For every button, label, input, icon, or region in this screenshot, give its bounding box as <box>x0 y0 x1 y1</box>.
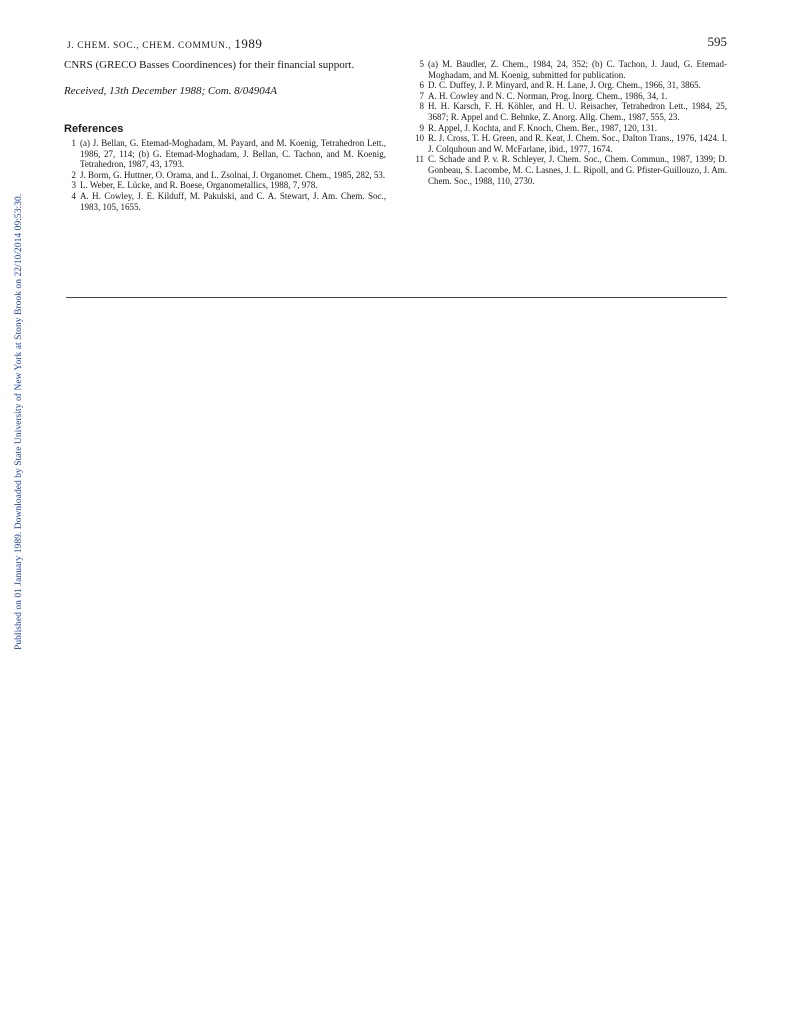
reference-number: 10 <box>415 133 424 144</box>
references-heading: References <box>64 123 124 135</box>
reference-text: D. C. Duffey, J. P. Minyard, and R. H. Lane, J. Org. Chem., 1966, 31, 3865. <box>428 80 701 91</box>
reference-text: A. H. Cowley and N. C. Norman, Prog. Inorg. Chem., 1986, 34, 1. <box>428 90 668 101</box>
reference-text: R. J. Cross, T. H. Green, and R. Keat, J. Chem. Soc., Dalton Trans., 1976, 1424. I. J. Colquhoun and W. McFarlane, ibid., 1977, 1674. <box>428 133 727 154</box>
reference-item <box>410 101 727 122</box>
reference-text: L. Weber, E. Lücke, and R. Boese, Organometallics, 1988, 7, 978. <box>80 180 318 191</box>
reference-item <box>64 180 386 191</box>
reference-item <box>410 133 727 154</box>
reference-text: J. Borm, G. Huttner, O. Orama, and L. Zsolnai, J. Organomet. Chem., 1985, 282, 53. <box>80 169 386 180</box>
download-watermark <box>0 150 22 650</box>
reference-item <box>410 154 727 186</box>
running-header <box>67 34 727 52</box>
reference-text: (a) M. Baudler, Z. Chem., 1984, 24, 352; (b) C. Tachon, J. Jaud, G. Etemad-Moghadam, and M. Koenig, submitted for publication. <box>428 59 727 80</box>
reference-text: (a) J. Bellan, G. Etemad-Moghadam, M. Payard, and M. Koenig, Tetrahedron Lett., 1986, 27, 114; (b) G. Etemad-Moghadam, J. Bellan, C. Tachon, and M. Koenig, Tetrahedron, 1987, 43, 1793. <box>80 138 386 170</box>
acknowledgement: CNRS (GRECO Basses Coordinences) for their financial support. <box>64 59 355 71</box>
reference-number: 2 <box>71 169 76 180</box>
reference-item <box>410 59 727 80</box>
reference-number: 5 <box>419 59 424 69</box>
reference-number: 3 <box>71 180 76 191</box>
reference-text: C. Schade and P. v. R. Schleyer, J. Chem. Soc., Chem. Commun., 1987, 1399; D. Gonbeau, S. Lacombe, M. C. Lasnes, J. L. Ripoll, and G. Pfister-Guillouzo, J. Am. Chem. Soc., 1988, 110, 2730. <box>428 154 727 186</box>
reference-number: 8 <box>419 101 424 112</box>
reference-text: H. H. Karsch, F. H. Köhler, and H. U. Reisacher, Tetrahedron Lett., 1984, 25, 3687; R. Appel and C. Behnke, Z. Anorg. Allg. Chem., 1987, 555, 23. <box>428 101 727 122</box>
reference-number: 1 <box>71 138 76 148</box>
reference-number: 4 <box>71 190 76 201</box>
footer-rule <box>66 297 727 298</box>
reference-number: 6 <box>419 80 424 91</box>
reference-number: 9 <box>419 122 424 133</box>
page-number: 595 <box>707 34 727 49</box>
right-column <box>410 59 727 186</box>
download-watermark-text: Published on 01 January 1989. Downloaded by State University of New York at Stony Brook on 22/10/2014 09:53:30. <box>14 193 24 650</box>
left-column <box>64 59 386 212</box>
reference-text: A. H. Cowley, J. E. Kilduff, M. Pakulski, and C. A. Stewart, J. Am. Chem. Soc., 1983, 105, 1655. <box>80 190 386 212</box>
reference-item <box>410 123 727 134</box>
reference-item <box>64 138 386 170</box>
reference-item <box>410 91 727 102</box>
reference-item <box>64 191 386 212</box>
journal-name <box>67 36 262 52</box>
reference-item <box>410 80 727 91</box>
reference-number: 7 <box>419 90 424 101</box>
journal-title: J. CHEM. SOC., CHEM. COMMUN., <box>67 41 232 51</box>
received-line: Received, 13th December 1988; Com. 8/04904A <box>64 84 277 97</box>
reference-text: R. Appel, J. Kochta, and F. Knoch, Chem. Ber., 1987, 120, 131. <box>428 122 658 133</box>
reference-item <box>64 170 386 181</box>
journal-year: 1989 <box>234 36 263 51</box>
reference-number: 11 <box>415 154 424 165</box>
